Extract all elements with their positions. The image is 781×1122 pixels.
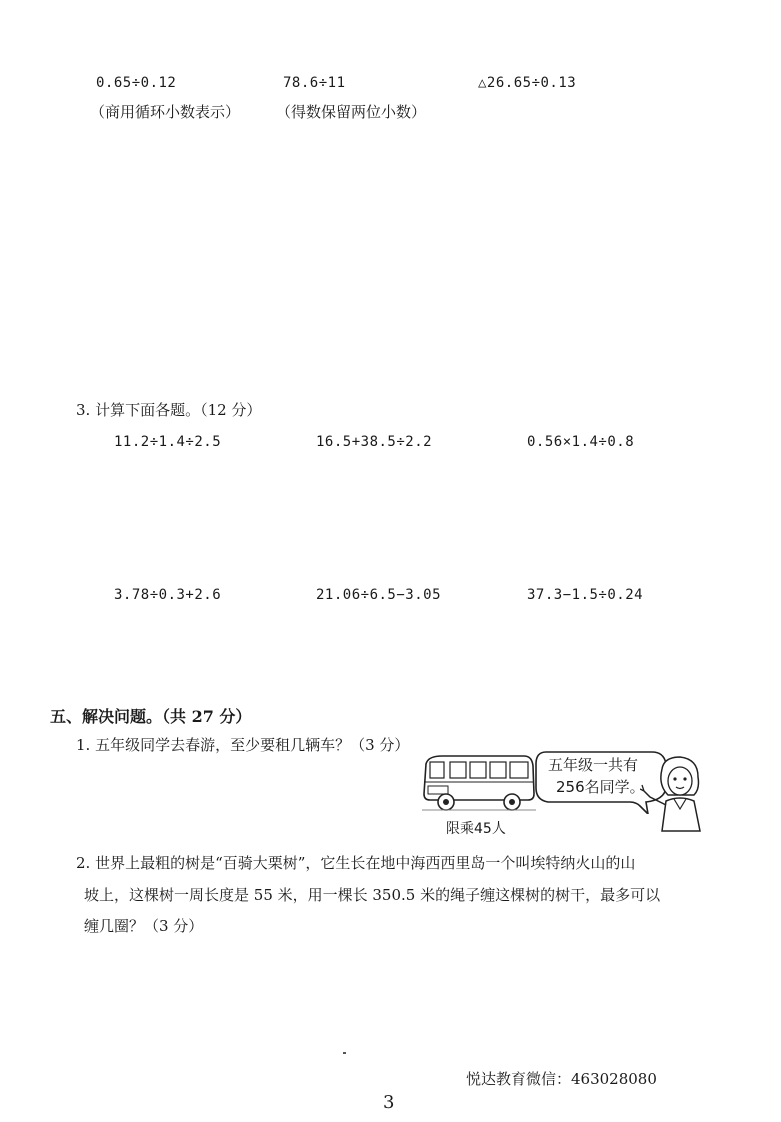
question-title: 3. 计算下面各题。（12 分） [76,401,262,419]
problem-expression: 37.3−1.5÷0.24 [527,587,644,603]
problem-expression: 3.78÷0.3+2.6 [114,587,222,603]
problem-expression: 21.06÷6.5−3.05 [316,587,442,603]
problem-expression: 78.6÷11 [283,75,346,91]
page-number: 3 [383,1092,395,1113]
question-text-line3: 缠几圈？（3 分） [84,917,204,935]
girl-illustration [640,755,712,835]
problem-expression: 0.65÷0.12 [96,75,177,91]
section-heading: 五、解决问题。（共 27 分） [50,707,252,726]
bus-caption: 限乘45人 [446,821,506,837]
problem-note: （得数保留两位小数） [276,103,427,121]
question-text: 1. 五年级同学去春游，至少要租几辆车？（3 分） [76,736,410,754]
bus-illustration [420,752,538,820]
question-text-line2: 坡上，这棵树一周长度是 55 米，用一棵长 350.5 米的绳子缠这棵树的树干，最多可以 [84,886,661,904]
problem-expression: 16.5+38.5÷2.2 [316,434,433,450]
question-text-line1: 2. 世界上最粗的树是“百骑大栗树”，它生长在地中海西西里岛一个叫埃特纳火山的山 [76,854,636,872]
bubble-text-line1: 五年级一共有 [548,756,639,774]
bubble-text-line2: 256名同学。 [556,778,645,796]
problem-expression: 11.2÷1.4÷2.5 [114,434,222,450]
watermark: 悦达教育微信：463028080 [466,1070,657,1088]
problem-note: （商用循环小数表示） [90,103,241,121]
problem-expression: △26.65÷0.13 [478,75,577,91]
dot-mark [343,1052,346,1054]
problem-expression: 0.56×1.4÷0.8 [527,434,635,450]
